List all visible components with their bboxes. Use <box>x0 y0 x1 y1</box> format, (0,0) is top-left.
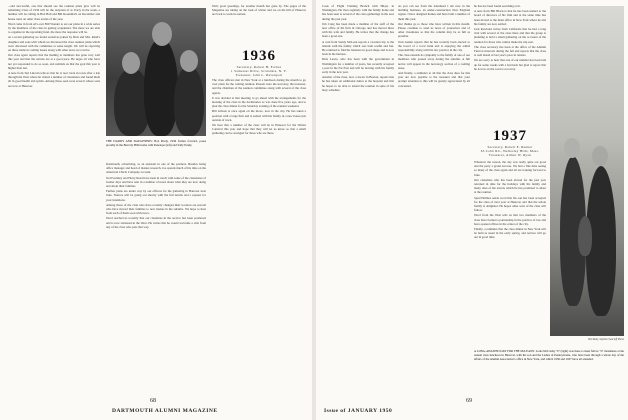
left-col-3-top <box>212 4 306 44</box>
left-col-3 <box>212 78 306 386</box>
right-col-2 <box>398 4 470 386</box>
footer-magazine-title: DARTMOUTH ALUMNI MAGAZINE <box>112 408 218 414</box>
paragraph: A note from Ted Lincoln tells us that he is now back in town after a trip through the West where he visited a number of classmates and found them all in good health and spirits. Among those seen were several whose sons are now at Hanover. <box>8 71 100 88</box>
paragraph: As you can see from the letterhead I am now in the building business, an under-construction New England region. I have designed homes and have built a number of them this year. <box>398 4 470 21</box>
page-number-left: 68 <box>150 398 156 404</box>
page-number-right: 69 <box>466 398 472 404</box>
paragraph: Dick Lewis, who has been with the government in Washington for a number of years, has recently accepted a post in the Far East and will be leaving with his family early in the new year. <box>322 57 394 75</box>
paragraph: Finally, a reminder that the class dinner in New York will be held as usual in the early spring, and notices will go out in good time. <box>474 227 546 240</box>
class-heading-1936 <box>212 48 306 77</box>
paragraph: The class extends its sympathy to the family of one of our members who passed away during the autumn. A full notice will appear in the necrology section of a coming issue. <box>398 53 470 70</box>
paragraph: Another of the class, now a doctor in Boston, reports that he has taken on additional duties at the hospital and that he hopes to be able to attend the reunion in spite of his busy schedule. <box>322 75 394 92</box>
paragraph: Among those of the class who have recently changed their location are several who have moved their families to new homes in the suburbs. We hope to hear from each of them soon with news. <box>106 202 206 216</box>
paragraph: And finally, a reminder to all that the class dues for this year are now payable to the treasurer and that your prompt attention to this will be greatly appreciated by all concerned. <box>398 71 470 88</box>
right-col-3 <box>474 4 546 124</box>
paragraph: It was decided at that meeting to go ahead with the arrangements for the housing of the class in the dormitories as was done five years ago, and to plan the class dinner for the Saturday evening of the reunion weekend. <box>212 95 306 109</box>
left-col-2 <box>106 162 206 386</box>
paragraph: A note from Bill Black is that he has been named to the board of directors of his firm and at the same time has been moved to the main office in New York where he and his family are now settled. <box>474 9 546 26</box>
paragraph: Word from the West tells us that two members of the class have formed a partnership in the practice of law and have opened offices in the center of the city. <box>474 213 546 226</box>
paragraph: Whatever the reason, the day was really quite our good and the party a grand success. We had a fine time seeing so many of the class again and all are looking forward to June. <box>474 160 546 177</box>
paragraph: Word reached us recently that our classmate in the service has been promoted and is now stationed in the West. He writes that he would welcome a visit from any of the class who pass that way. <box>106 216 206 229</box>
class-heading-1937 <box>474 128 546 157</box>
class-secretary: Secretary, Robert E. Renner <box>487 145 533 149</box>
footer-issue-date: Issue of JANUARY 1950 <box>324 408 393 414</box>
photo-caption: THE DADDY AND DAUGHTERS: Bob Prudy, 1936 former forward, poses proudly in the Beverly Hills home with Penelope (left) and Sally Prudy. <box>106 139 206 147</box>
paragraph: Bill Gibson is once again on the move, now in the city. He has taken a position with a large firm and is settled with his family in a new house just outside of town. <box>212 109 306 122</box>
paragraph: Dartmouth, advertising, as an assistant in one of the partners. Besides being office manager and head of market research, Joe spends much of his time on the American Chicle Company account. <box>106 162 206 175</box>
left-col-1 <box>8 4 100 386</box>
paragraph: Word came in from Al's own Bill Wonder to set our plans in a wide series by the members of the class in getting acquainted. The more we are able to organize in the upcoming fund, the more the response will be. <box>8 21 100 35</box>
paragraph: The class officers met in New York at a luncheon during the month to go over plans for the coming reunion. Present were the secretary, the treasurer, and the chairman of the reunion committee along with several of the class agents. <box>212 78 306 95</box>
paragraph: Our classmate who has been abroad for the past year returned in time for the holidays with his family and many tales of his travels which he has promised to share at the reunion. <box>474 177 546 195</box>
daughters-photo <box>106 8 206 136</box>
paragraph: Our thanks go to those who have written in this month. Please continue to send us news of yourselves and of other classmates so that the column may be as full as possible. <box>398 21 470 39</box>
mclean-photo <box>550 6 624 336</box>
paragraph: Our class agent reports that the mailing to members has gone very well this year and that the returns are at a good pace. He urges all who have not yet responded to do so soon, and reminds us that the goal this year is higher than last. <box>8 53 100 70</box>
paragraph: Ted Fearnley and Harry Reed have been in touch with some of the classmates of former days and have sent in a number of notes about what they are now doing and about their families. <box>106 175 206 189</box>
class-secretary: Secretary, Robert H. Forbes <box>236 65 282 69</box>
paragraph: We are sorry to hear that one of our number has been laid up for some weeks with a bad back but glad to report that he is now on the road to recovery. <box>474 58 546 71</box>
paragraph: ...and successful, one that should see the reunion plans give will be remaining Class of 1936 will be the recipient of at. Early in the week, a number will be calling in Bob Hall and Bill Rosenthal's on December and house tours on other class events of the year. <box>8 4 100 21</box>
class-year: 1936 <box>242 48 276 64</box>
paragraph: Cook of Flight Training Branch with Hdqrs. in Washington. He lives regularly with the family home and has been seen at several of the class gatherings in the area during the past year. <box>322 4 394 21</box>
class-address: 65 Cobb Rd., Wellesley Hills, Mass. <box>480 149 540 153</box>
paragraph: Jack Rowland writes from California that he had a long visit with several of the class there and that the group is planning to hold a small gathering on the occasion of the reunion for those who cannot make the trip east. <box>474 27 546 44</box>
paragraph: A card from Sandy McLean reports a vacation trip to the islands with the family which was both restful and fun. He returned to find his business in good shape and is now back in the harness. <box>322 39 394 57</box>
class-address: 1 Somerset Drive, Scarsdale, N. Y. <box>231 69 287 73</box>
right-col-1 <box>322 4 394 386</box>
paragraph: We hear that a number of the class will be in Hanover for the Winter Carnival this year and hope that they will let us know so that a small gathering can be arranged for those who are there. <box>212 123 306 136</box>
right-page <box>316 0 628 420</box>
photo-caption: A LONG-AWAITED DAY FOR THE McLEANS: Louis McCarthy '37 (right) was there to meet fellow '37 classmates at the annual class luncheon in Hanover, with his son and the Ladies of Pennsylvania, who have been through a whole day of the affairs of the Alumni Association's office in New York, and which 1936 and 1937 have all attended. <box>474 349 624 361</box>
paragraph: Further plans are under way by our officers for the gathering in Hanover next June. Notices will be going out shortly with the full details and a request for your intentions. <box>106 189 206 202</box>
paragraph: The class secretary has been at the office of the Alumni Fund at intervals during the fall and reports that the class is well ahead of last year's pace in returns. <box>474 44 546 58</box>
paragraph: Spud Holmes sends word that his son has been accepted for the class of next year at Hanover and that the whole family is delighted. He hopes other sons of the class will follow. <box>474 195 546 213</box>
class-year: 1937 <box>493 128 527 144</box>
class-treasurer: Treasurer, John L. Davenport <box>235 73 283 77</box>
paragraph: he has not been found searching on it. <box>474 4 521 8</box>
paragraph: Tom Austin reports that he has recently been elected to the board of a local bank and is enjoying the added responsibility along with his law practice in the city. <box>398 39 470 53</box>
class-treasurer: Treasurer, Arthur W. Ryan <box>488 153 532 157</box>
paragraph: Well, good greetings, for another month has gone by. The pages of the Magazine are taking on the look of winter and we on the hill of Hanover are back to work in earnest. <box>212 4 306 17</box>
left-page <box>0 0 312 420</box>
photo-credit: Bob Ruby, Stephen Swartoff Photo <box>588 338 624 341</box>
paragraph: At a recent gathering we found ourselves joined by Dick and Mrs. Rand's daughter and sons with whom we discussed the class reunion plans which were discussed with the committee at some length. We will be reporting on these items in coming issues along with other news we receive. <box>8 35 100 53</box>
paragraph: Jim Craig has been made a member of the staff of the new office of his firm in Chicago and has moved there with his wife and family. He writes that the change has been a good one. <box>322 21 394 39</box>
